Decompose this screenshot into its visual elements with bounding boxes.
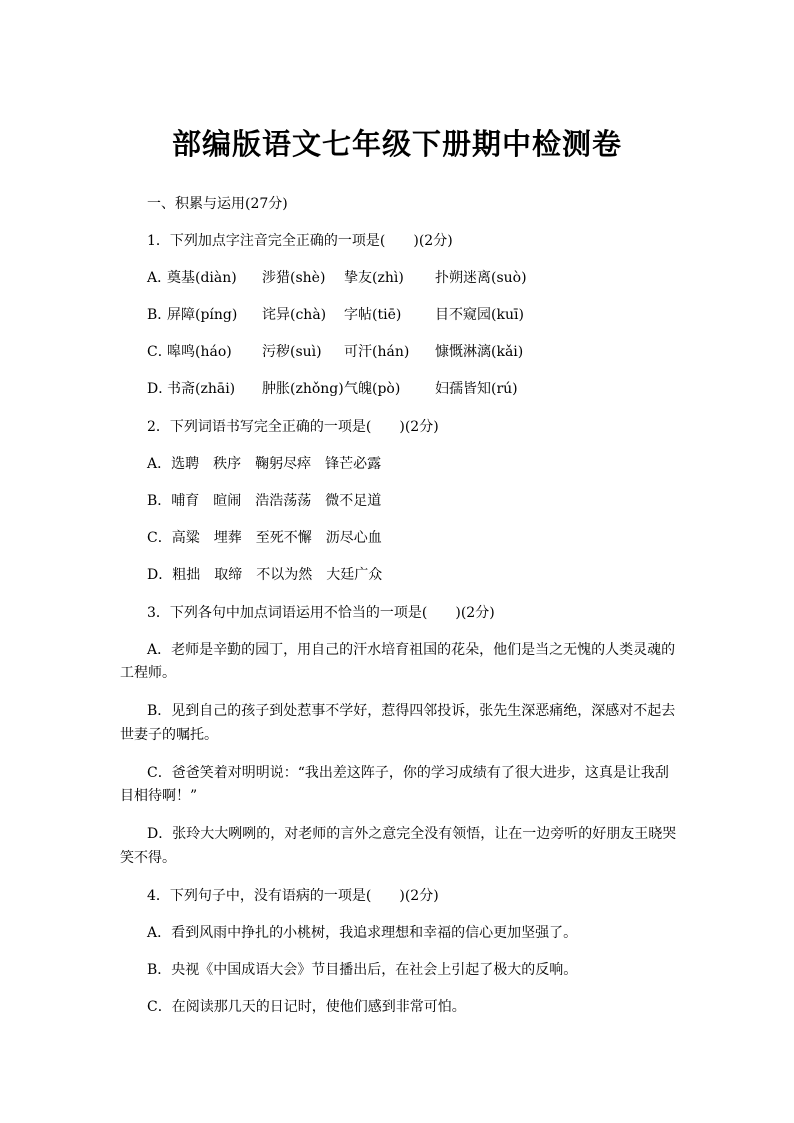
q3-option-c-line1: C．爸爸笑着对明明说：“我出差这阵子，你的学习成绩有了很大进步，这真是让我刮 [147, 765, 669, 781]
q3-option-d-line2: 笑不得。 [120, 850, 176, 866]
q3-stem: 3．下列各句中加点词语运用不恰当的一项是( )(2分) [147, 605, 495, 621]
option-item: 慷慨淋漓(kǎi) [435, 344, 524, 360]
q3-option-b-line1: B．见到自己的孩子到处惹事不学好，惹得四邻投诉，张先生深恶痛绝，深感对不起去 [147, 703, 676, 719]
q4-stem: 4．下列句子中，没有语病的一项是( )(2分) [147, 888, 439, 904]
q1-option-a [147, 268, 527, 288]
q4-option-c: C．在阅读那几天的日记时，使他们感到非常可怕。 [147, 999, 466, 1015]
option-item: 扑朔迷离(suò) [435, 270, 527, 286]
q3-option-a-line2: 工程师。 [120, 665, 176, 681]
option-label: A． [147, 270, 172, 286]
q1-option-b [147, 305, 524, 325]
option-item: 书斋(zhāi) [167, 381, 236, 397]
q3-option-c-line2: 目相待啊！” [120, 788, 198, 804]
option-label: B． [147, 307, 172, 323]
q2-option-b: B．哺育 暄闹 浩浩荡荡 微不足道 [147, 493, 382, 509]
q2-option-d: D．粗拙 取缔 不以为然 大廷广众 [147, 567, 383, 583]
option-item: 屏障(píng) [167, 307, 238, 323]
option-item: 嗥鸣(háo) [167, 344, 232, 360]
q4-option-a: A．看到风雨中挣扎的小桃树，我追求理想和幸福的信心更加坚强了。 [147, 925, 578, 941]
q3-option-d-line1: D．张玲大大咧咧的，对老师的言外之意完全没有领悟，让在一边旁听的好朋友王晓哭 [147, 826, 677, 842]
option-item: 诧异(chà) [262, 307, 327, 323]
q1-stem: 1．下列加点字注音完全正确的一项是( )(2分) [147, 233, 453, 249]
option-item: 字帖(tiē) [344, 307, 402, 323]
option-item: 妇孺皆知(rú) [435, 381, 518, 397]
option-item: 气魄(pò) [344, 381, 401, 397]
q1-option-d [147, 379, 518, 399]
option-label: C． [147, 344, 172, 360]
q2-option-a: A．选聘 秩序 鞠躬尽瘁 锋芒必露 [147, 456, 382, 472]
q3-option-a-line1: A．老师是辛勤的园丁，用自己的汗水培育祖国的花朵，他们是当之无愧的人类灵魂的 [147, 642, 676, 658]
q1-option-c [147, 342, 523, 362]
option-item: 挚友(zhì) [344, 270, 404, 286]
q3-option-b-line2: 世妻子的嘱托。 [120, 727, 218, 743]
option-item: 涉猎(shè) [262, 270, 326, 286]
option-item: 奠基(diàn) [167, 270, 237, 286]
option-item: 污秽(suì) [262, 344, 322, 360]
q2-stem: 2．下列词语书写完全正确的一项是( )(2分) [147, 419, 439, 435]
page-title: 部编版语文七年级下册期中检测卷 [171, 127, 622, 161]
section-heading: 一、积累与运用(27分) [147, 196, 288, 212]
q4-option-b: B．央视《中国成语大会》节目播出后，在社会上引起了极大的反响。 [147, 962, 578, 978]
option-item: 肿胀(zhǒng) [262, 381, 344, 397]
option-item: 目不窥园(kuī) [435, 307, 524, 323]
q2-option-c: C．高粱 埋葬 至死不懈 沥尽心血 [147, 530, 382, 546]
option-label: D． [147, 381, 173, 397]
option-item: 可汗(hán) [344, 344, 410, 360]
